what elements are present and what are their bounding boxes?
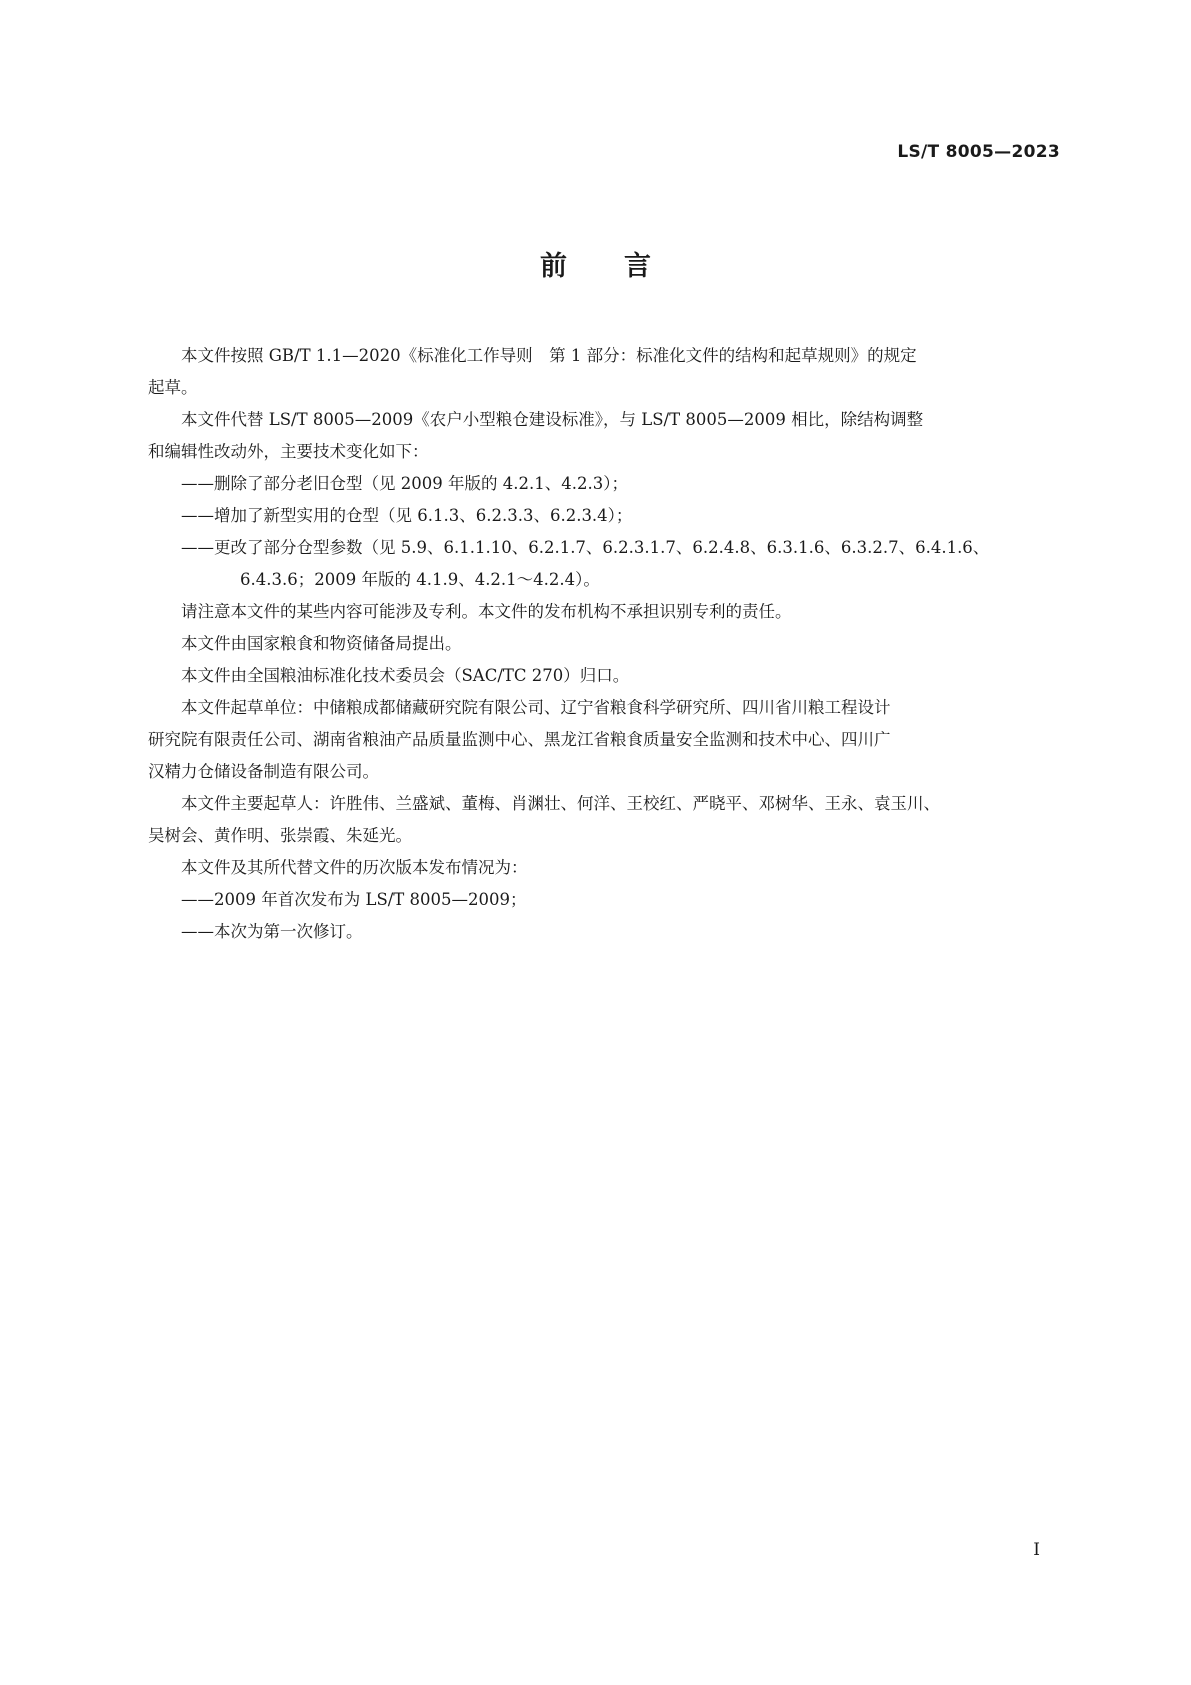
history-item — [181, 884, 1061, 916]
paragraph-line: 本文件代替 LS/T 8005—2009《农户小型粮仓建设标准》，与 LS/T 8005—2009 相比，除结构调整 — [181, 410, 924, 429]
paragraph-line: 研究院有限责任公司、湖南省粮油产品质量监测中心、黑龙江省粮食质量安全监测和技术中心、四川广 — [148, 730, 891, 749]
paragraph-drafters — [148, 788, 1061, 852]
paragraph-proposer — [181, 628, 1061, 660]
paragraph-line: 本文件由国家粮食和物资储备局提出。 — [181, 634, 462, 653]
paragraph-line: 吴树会、黄作明、张崇霞、朱延光。 — [148, 826, 412, 845]
paragraph-line: 本文件由全国粮油标准化技术委员会（SAC/TC 270）归口。 — [181, 666, 630, 685]
paragraph-line: 本文件起草单位：中储粮成都储藏研究院有限公司、辽宁省粮食科学研究所、四川省川粮工程设计 — [181, 698, 891, 717]
standard-number: LS/T 8005—2023 — [897, 142, 1060, 162]
history-item-line: ——2009 年首次发布为 LS/T 8005—2009； — [181, 890, 527, 909]
change-item-line: ——删除了部分老旧仓型（见 2009 年版的 4.2.1、4.2.3）； — [181, 474, 628, 493]
change-item-line: ——增加了新型实用的仓型（见 6.1.3、6.2.3.3、6.2.3.4）； — [181, 506, 633, 525]
paragraph-history-intro — [181, 852, 1061, 884]
paragraph-line: 起草。 — [148, 378, 198, 397]
paragraph-line: 本文件及其所代替文件的历次版本发布情况为： — [181, 858, 528, 877]
paragraph-drafting-units — [148, 692, 1061, 788]
paragraph-replacement — [148, 404, 1061, 468]
paragraph-line: 本文件主要起草人：许胜伟、兰盛斌、董梅、肖渊壮、何洋、王校红、严晓平、邓树华、王永、袁玉川、 — [181, 794, 940, 813]
change-item-line: 6.4.3.6；2009 年版的 4.1.9、4.2.1～4.2.4）。 — [240, 570, 600, 589]
paragraph-line: 请注意本文件的某些内容可能涉及专利。本文件的发布机构不承担识别专利的责任。 — [181, 602, 792, 621]
paragraph-centralized — [181, 660, 1061, 692]
change-item — [181, 468, 1061, 500]
paragraph-line: 本文件按照 GB/T 1.1—2020《标准化工作导则 第 1 部分：标准化文件的结构和起草规则》的规定 — [181, 346, 917, 365]
title-char-2: 言 — [624, 251, 651, 282]
paragraph-line: 汉精力仓储设备制造有限公司。 — [148, 762, 379, 781]
change-item — [181, 500, 1061, 532]
change-item — [181, 532, 1061, 596]
foreword-body — [148, 340, 1061, 948]
title-char-1: 前 — [540, 251, 567, 282]
page-title — [0, 244, 1191, 283]
paragraph-patent — [181, 596, 1061, 628]
change-item-line: ——更改了部分仓型参数（见 5.9、6.1.1.10、6.2.1.7、6.2.3.1.7、6.2.4.8、6.3.1.6、6.3.2.7、6.4.1.6、 — [181, 538, 990, 557]
history-item-line: ——本次为第一次修订。 — [181, 922, 363, 941]
page-number: I — [1033, 1540, 1040, 1560]
paragraph-drafting-basis — [148, 340, 1061, 404]
paragraph-line: 和编辑性改动外，主要技术变化如下： — [148, 442, 429, 461]
history-item — [181, 916, 1061, 948]
